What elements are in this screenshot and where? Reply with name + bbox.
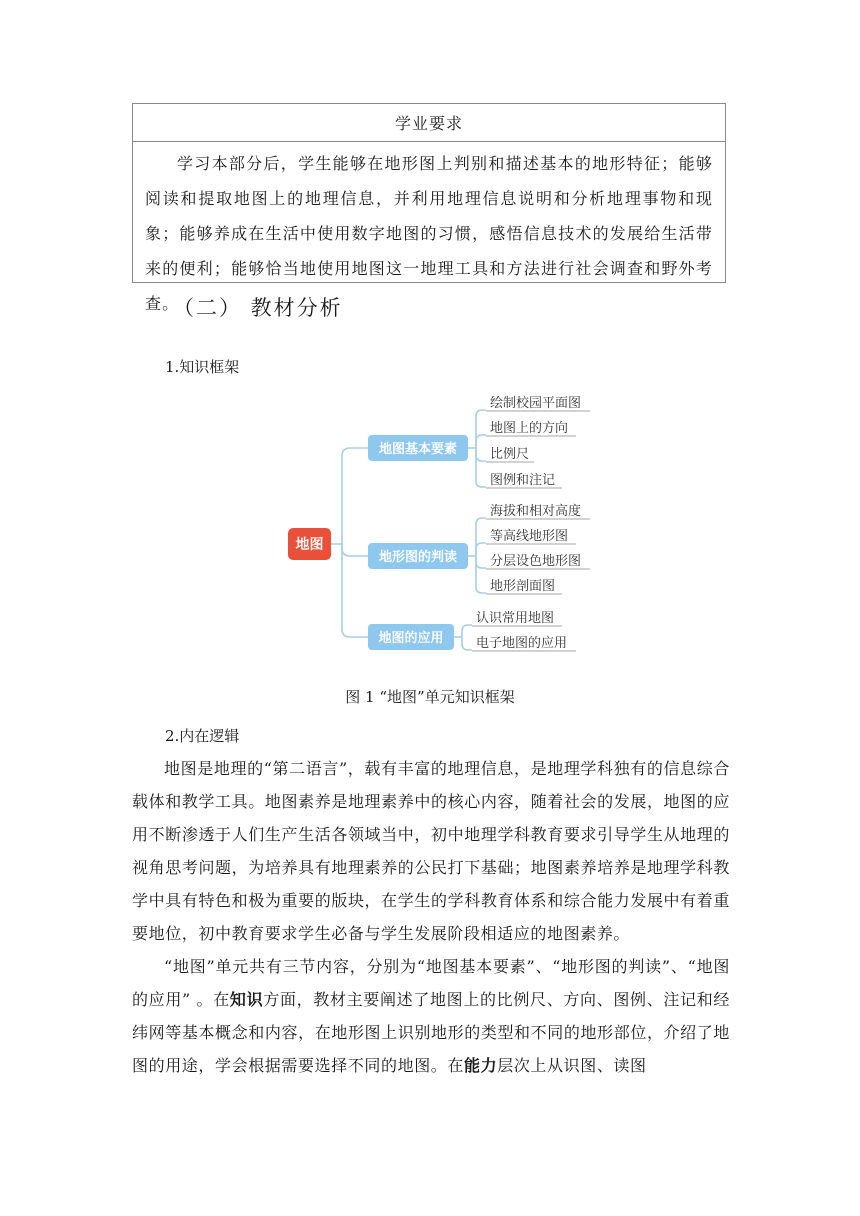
mindmap-leaf-label: 比例尺 [490, 447, 530, 462]
mindmap-root-label: 地图 [295, 537, 324, 553]
logic-paragraph-2 [132, 950, 730, 1082]
mindmap-branch-label: 地图的应用 [378, 631, 444, 646]
mindmap-branch-label: 地图基本要素 [378, 442, 458, 457]
mindmap-leaf-label: 图例和注记 [490, 473, 556, 488]
mindmap-leaf-label: 海拔和相对高度 [490, 504, 582, 519]
logic-paragraph-1: 地图是地理的“第二语言”，载有丰富的地理信息，是地理学科独有的信息综合载体和教学工具。地图素养是地理素养中的核心内容，随着社会的发展，地图的应用不断渗透于人们生产生活各领域当中，初中地理学科教育要求引导学生从地理的视角思考问题，为培养具有地理素养的公民打下基础；地图素养培养是地理学科教学中具有特色和极为重要的版块，在学生的学科教育体系和综合能力发展中有着重要地位，初中教育要求学生必备与学生发展阶段相适应的地图素养。 [132, 759, 730, 943]
para2-bold-knowledge: 知识 [229, 990, 264, 1009]
para2-text-d: 层次上从识图、读图 [497, 1056, 647, 1075]
requirements-heading: 学业要求 [133, 104, 725, 142]
mindmap-leaf-label: 地图上的方向 [490, 421, 569, 436]
knowledge-frame-heading: 1.知识框架 [165, 358, 240, 376]
knowledge-mindmap [280, 392, 620, 672]
para2-text-c: 方面，教材主要阐述了地图上的比例尺、方向、图例、注记和经纬网等基本概念和内容，在地形图上识别地形的类型和不同的地形部位，介绍了地图的用途，学会根据需要选择不同的地图。在 [132, 990, 731, 1075]
requirements-body: 学习本部分后，学生能够在地形图上判别和描述基本的地形特征；能够阅读和提取地图上的地理信息，并利用地理信息说明和分析地理事物和现象；能够养成在生活中使用数字地图的习惯，感悟信息技术的发展给生活带来的便利；能够恰当地使用地图这一地理工具和方法进行社会调查和野外考查。 [145, 154, 713, 313]
para2-text-a: “地图”单元共有三节内容，分别为“地图基本要素”、“地形图的判读”、“地图的应用” 。在 [132, 957, 730, 1009]
mindmap-leaf-label: 电子地图的应用 [476, 636, 568, 651]
mindmap-leaf-label: 地形剖面图 [490, 579, 556, 594]
logic-heading: 2.内在逻辑 [165, 727, 240, 745]
mindmap-leaf-label: 绘制校园平面图 [490, 396, 582, 411]
section-title: （二） 教材分析 [173, 296, 343, 320]
mindmap-leaf-label: 分层设色地形图 [490, 554, 582, 569]
mindmap-branch-label: 地形图的判读 [378, 550, 458, 565]
mindmap-leaf-label: 认识常用地图 [476, 611, 555, 626]
para2-bold-ability: 能力 [464, 1056, 498, 1075]
figure-caption: 图 1 “地图”单元知识框架 [345, 688, 515, 706]
mindmap-leaf-label: 等高线地形图 [490, 529, 569, 544]
